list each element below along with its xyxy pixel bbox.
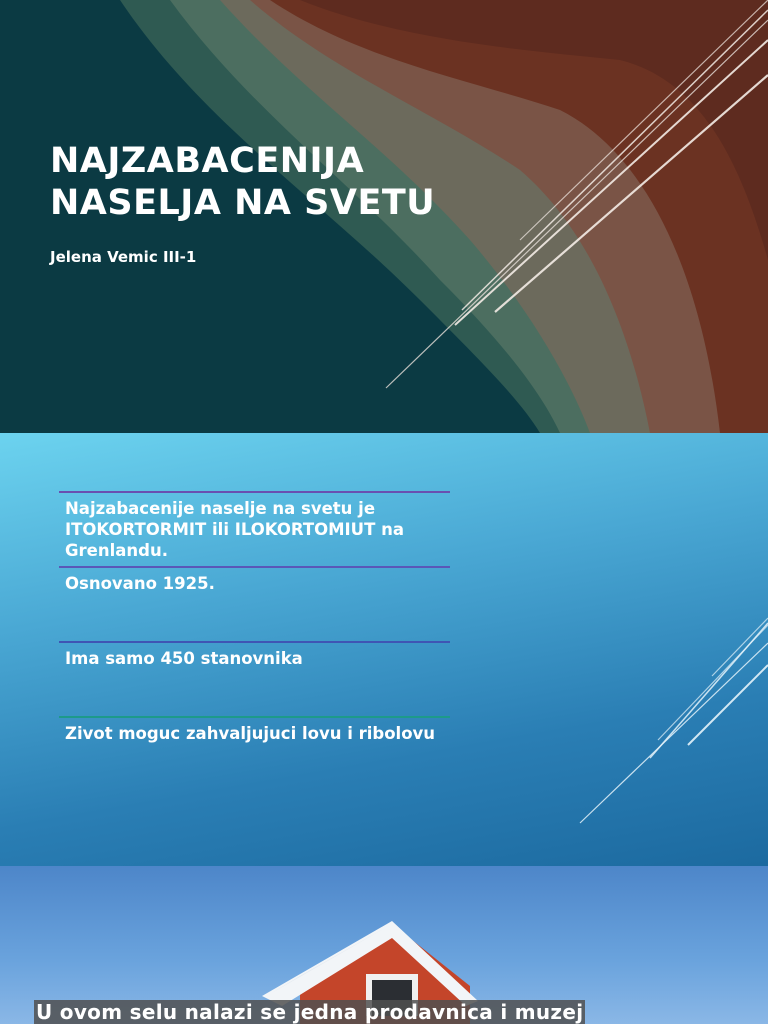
photo-slide — [0, 866, 768, 1024]
list-item — [59, 716, 450, 791]
item-divider — [59, 491, 450, 493]
list-item — [59, 641, 450, 716]
list-item-text: Najzabacenije naselje na svetu je ITOKORTORMIT ili ILOKORTOMIUT na Grenlandu. — [65, 499, 404, 560]
list-item — [59, 566, 450, 641]
title-line-2: NASELJA NA SVETU — [50, 183, 436, 223]
list-item-text: Osnovano 1925. — [65, 574, 215, 593]
bullet-list — [59, 491, 450, 791]
item-divider — [59, 566, 450, 568]
author-subtitle: Jelena Vemic III-1 — [50, 248, 197, 266]
item-divider — [59, 716, 450, 718]
item-divider — [59, 641, 450, 643]
list-item-text: Ima samo 450 stanovnika — [65, 649, 303, 668]
photo-caption: U ovom selu nalazi se jedna prodavnica i muzej — [36, 1000, 584, 1024]
title-line-1: NAJZABACENIJA — [50, 141, 365, 181]
list-item — [59, 491, 450, 566]
title-slide — [0, 0, 768, 433]
list-item-text: Zivot moguc zahvaljujuci lovu i ribolovu — [65, 724, 436, 743]
content-slide — [0, 433, 768, 866]
presentation-title — [50, 140, 435, 224]
